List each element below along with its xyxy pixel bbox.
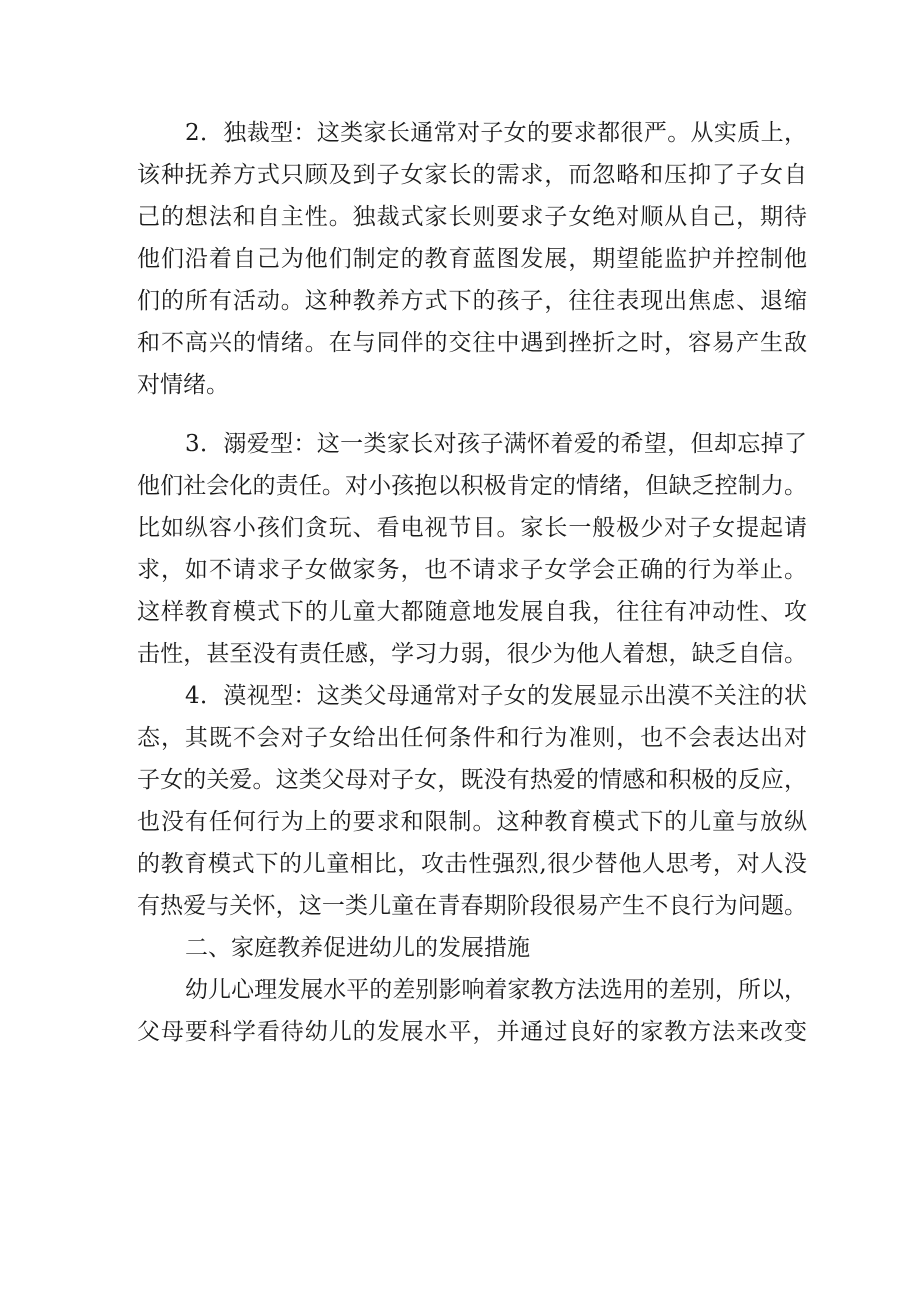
paragraph-3-line-5: 这样教育模式下的儿童大都随意地发展自我，往往有冲动性、攻 — [137, 599, 807, 625]
paragraph-4-line-3: 子女的关爱。这类父母对子女，既没有热爱的情感和积极的反应， — [137, 767, 807, 793]
paragraph-2-line-1: 2．独裁型：这类家长通常对子女的要求都很严。从实质上， — [185, 120, 807, 146]
paragraph-2-line-7: 对情绪。 — [137, 372, 229, 398]
paragraph-4-line-5: 的教育模式下的儿童相比，攻击性强烈,很少替他人思考，对人没 — [137, 851, 807, 877]
paragraph-3-line-6: 击性，甚至没有责任感，学习力弱，很少为他人着想，缺乏自信。 — [137, 641, 807, 667]
paragraph-2-line-5: 们的所有活动。这种教养方式下的孩子，往往表现出焦虑、退缩 — [137, 288, 807, 314]
paragraph-4-line-1: 4．漠视型：这类父母通常对子女的发展显示出漠不关注的状 — [185, 683, 807, 709]
paragraph-2-line-4: 他们沿着自己为他们制定的教育蓝图发展，期望能监护并控制他 — [137, 246, 807, 272]
paragraph-2-line-2: 该种抚养方式只顾及到子女家长的需求，而忽略和压抑了子女自 — [137, 162, 807, 188]
paragraph-3-line-4: 求，如不请求子女做家务，也不请求子女学会正确的行为举止。 — [137, 557, 807, 583]
paragraph-3-line-2: 他们社会化的责任。对小孩抱以积极肯定的情绪，但缺乏控制力。 — [137, 473, 807, 499]
paragraph-4-line-4: 也没有任何行为上的要求和限制。这种教育模式下的儿童与放纵 — [137, 809, 807, 835]
paragraph-3-line-3: 比如纵容小孩们贪玩、看电视节目。家长一般极少对子女提起请 — [137, 515, 807, 541]
paragraph-4-line-6: 有热爱与关怀，这一类儿童在青春期阶段很易产生不良行为问题。 — [137, 893, 807, 919]
paragraph-5-line-2: 父母要科学看待幼儿的发展水平，并通过良好的家教方法来改变 — [137, 1019, 807, 1045]
paragraph-4-line-2: 态，其既不会对子女给出任何条件和行为准则，也不会表达出对 — [137, 725, 807, 751]
paragraph-3-line-1: 3．溺爱型：这一类家长对孩子满怀着爱的希望，但却忘掉了 — [185, 431, 807, 457]
paragraph-2-line-6: 和不高兴的情绪。在与同伴的交往中遇到挫折之时，容易产生敌 — [137, 330, 807, 356]
paragraph-2-line-3: 己的想法和自主性。独裁式家长则要求子女绝对顺从自己，期待 — [137, 204, 807, 230]
paragraph-5-line-1: 幼儿心理发展水平的差别影响着家教方法选用的差别，所以， — [185, 977, 807, 1003]
section-heading: 二、家庭教养促进幼儿的发展措施 — [185, 935, 530, 961]
